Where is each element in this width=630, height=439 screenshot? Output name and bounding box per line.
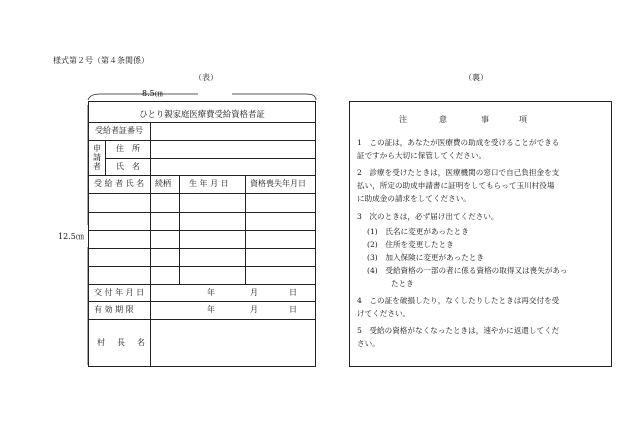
note-line: 払い，所定の助成申請書に証明をしてもらって玉川村役場	[357, 181, 555, 190]
notes-heading-2: 意	[439, 115, 447, 124]
recipient-name-header: 受 給 者 氏 名	[94, 179, 145, 188]
note-line: (1) 氏名に変更があったとき	[367, 227, 469, 236]
note-line: けてください。	[357, 309, 411, 318]
note-line: 5 受給の資格がなくなったときは，速やかに返還してくだ	[357, 326, 560, 335]
address-label: 住 所	[116, 144, 140, 153]
back-side-label: （裏）	[464, 73, 488, 82]
validity-label: 有 効 期 限	[94, 305, 134, 314]
cert-number-label: 受給者証番号	[95, 126, 143, 135]
notes-heading-1: 注	[399, 115, 407, 124]
mayor-name-label: 村 長 名	[97, 338, 147, 347]
width-dimension-label: 8.5㎝	[142, 89, 163, 98]
validity-day-unit: 日	[289, 305, 297, 314]
birthdate-header: 生 年 月 日	[189, 179, 229, 188]
notes-heading-3: 事	[481, 115, 489, 124]
applicant-label-char-3: 者	[93, 162, 101, 171]
note-line: (2) 住所を変更したとき	[367, 240, 454, 249]
notes-heading-4: 項	[519, 115, 527, 124]
applicant-label-char-2: 請	[93, 153, 101, 162]
relationship-header: 続柄	[155, 179, 171, 188]
form-number-label: 様式第２号（第４条関係）	[53, 56, 149, 65]
note-line: (4) 受給資格の一部の者に係る資格の取得又は喪失があっ	[367, 266, 568, 275]
issue-date-label: 交 付 年 月 日	[94, 288, 145, 297]
front-side-label: （表）	[194, 73, 218, 82]
validity-year-unit: 年	[207, 305, 215, 314]
note-line: 1 この証は，あなたが医療費の助成を受けることができる	[357, 138, 560, 147]
note-line: 3 次のときは，必ず届け出てください。	[357, 212, 499, 221]
issue-year-unit: 年	[207, 288, 215, 297]
card-title: ひとり親家庭医療費受給資格者証	[139, 109, 265, 119]
note-line: 証ですから大切に保管してください。	[357, 151, 487, 160]
recipient-certificate-card	[88, 101, 316, 367]
note-line: 2 診療を受けたときは，医療機関の窓口で自己負担金を支	[357, 168, 560, 177]
issue-month-unit: 月	[250, 288, 258, 297]
issue-day-unit: 日	[289, 288, 297, 297]
applicant-label-char-1: 申	[93, 144, 101, 153]
notes-panel	[349, 101, 612, 367]
note-line: に助成金の請求をしてください。	[357, 194, 471, 203]
applicant-name-label: 氏 名	[116, 162, 140, 171]
height-dimension-label: 12.5㎝	[58, 232, 84, 241]
note-line: (3) 加入保険に変更があったとき	[367, 253, 484, 262]
note-line: 4 この証を破損したり，なくしたりしたときは再交付を受	[357, 296, 560, 305]
validity-month-unit: 月	[250, 305, 258, 314]
note-line: たとき	[391, 279, 414, 288]
note-line: さい。	[357, 339, 380, 348]
loss-date-header: 資格喪失年月日	[250, 179, 306, 188]
